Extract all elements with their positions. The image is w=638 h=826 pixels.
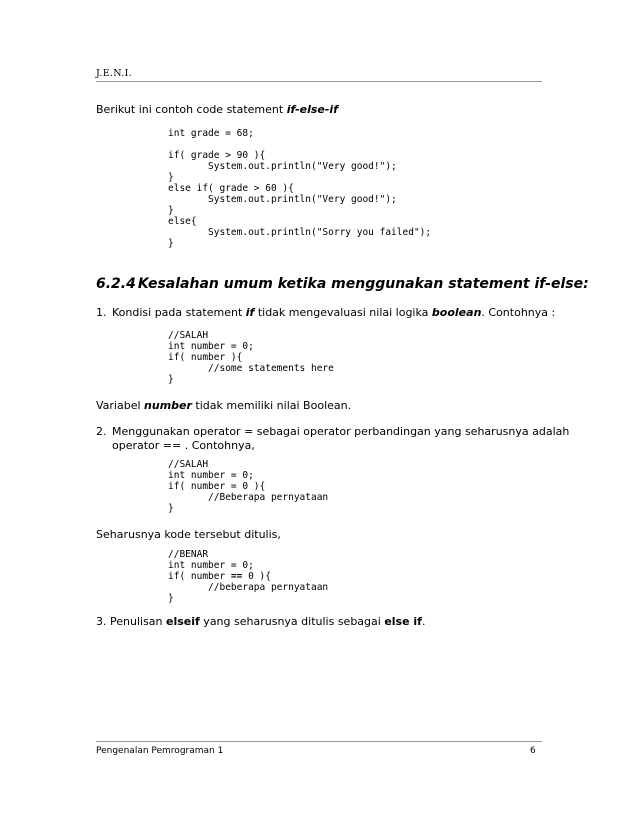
variabel-pre: Variabel (96, 399, 145, 412)
item1-mid: tidak mengevaluasi nilai logika (254, 306, 432, 319)
header-rule (96, 81, 542, 82)
running-header: J.E.N.I. (96, 68, 132, 79)
item3-keyword-elseif: elseif (166, 615, 200, 628)
intro-paragraph (96, 103, 338, 117)
code-line: //BENAR (168, 549, 209, 560)
item1-pre: Kondisi pada statement (112, 306, 246, 319)
seharusnya-paragraph: Seharusnya kode tersebut ditulis, (96, 528, 281, 541)
code-line: } (168, 593, 174, 604)
list-number: 1. (96, 306, 107, 319)
section-number: 6.2.4 (96, 276, 136, 292)
section-title: Kesalahan umum ketika menggunakan statement if-else: (137, 276, 589, 292)
code-operator: == (230, 571, 243, 582)
section-heading (96, 276, 589, 292)
item1-post: . Contohnya : (481, 306, 556, 319)
item3-keyword-else-if: else if (384, 615, 422, 628)
variabel-post: tidak memiliki nilai Boolean. (191, 399, 352, 412)
code-block-salah-1: //SALAH int number = 0; if( number ){ //some statements here } (168, 330, 334, 385)
code-block-if-else-if: int grade = 68; if( grade > 90 ){ System.out.println("Very good!"); } else if( grade > 60 ){ System.out.println("Very good!"); } else{ System.out.println("Sorry you failed"); } (168, 128, 432, 249)
code-line: int number = 0; (168, 560, 254, 571)
intro-keyword: if-else-if (286, 103, 338, 116)
variabel-paragraph (96, 399, 351, 413)
page-number: 6 (530, 746, 536, 756)
footer-title: Pengenalan Pemrograman 1 (96, 746, 224, 756)
list-number: 2. (96, 425, 107, 438)
item3-pre: Penulisan (110, 615, 167, 628)
code-block-salah-2: //SALAH int number = 0; if( number = 0 ){ //Beberapa pernyataan } (168, 459, 329, 514)
item3-post: . (421, 615, 426, 628)
code-line: if( number (168, 571, 231, 582)
code-line: //beberapa pernyataan (168, 582, 329, 593)
code-block-benar (168, 549, 328, 604)
list-item-2-cont: operator == . Contohnya, (112, 439, 255, 452)
code-line: 0 ){ (242, 571, 271, 582)
intro-text: Berikut ini contoh code statement (96, 103, 287, 116)
list-item-1 (96, 306, 555, 320)
item1-keyword-boolean: boolean (431, 306, 482, 319)
list-number: 3. (96, 615, 107, 628)
footer-rule (96, 741, 542, 742)
list-item-2 (96, 425, 569, 439)
list-item-3 (96, 615, 425, 629)
item1-keyword-if: if (245, 306, 255, 319)
variabel-keyword: number (144, 399, 192, 412)
item3-mid: yang seharusnya ditulis sebagai (199, 615, 385, 628)
item2-line1: Menggunakan operator = sebagai operator perbandingan yang seharusnya adalah (112, 425, 570, 438)
